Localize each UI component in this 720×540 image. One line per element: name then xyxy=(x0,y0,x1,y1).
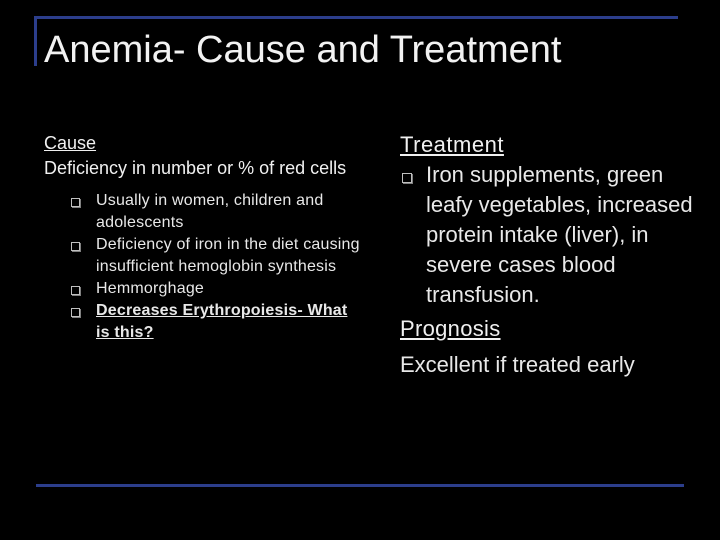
list-item xyxy=(44,300,364,344)
bottom-rule xyxy=(36,484,684,487)
treatment-item-text: Iron supplements, green leafy vegetables, increased protein intake (liver), in severe cases blood transfusion. xyxy=(426,162,693,307)
treatment-heading: Treatment xyxy=(400,132,504,157)
hollow-square-bullet-icon xyxy=(71,286,80,295)
hollow-square-bullet-icon xyxy=(71,242,80,251)
list-item xyxy=(44,234,364,278)
cause-definition: Deficiency in number or % of red cells xyxy=(44,158,347,178)
hollow-square-bullet-icon xyxy=(402,173,412,183)
list-item-text: Deficiency of iron in the diet causing insufficient hemoglobin synthesis xyxy=(96,236,360,275)
list-item xyxy=(44,278,364,300)
list-item-text-emphasized: Decreases Erythropoiesis- What is this? xyxy=(96,302,348,341)
treatment-item xyxy=(400,160,700,310)
prognosis-heading: Prognosis xyxy=(400,316,501,341)
cause-heading: Cause xyxy=(44,133,97,153)
prognosis-text: Excellent if treated early xyxy=(400,352,635,377)
list-item-text: Hemmorghage xyxy=(96,280,205,297)
slide-title: Anemia- Cause and Treatment xyxy=(44,29,562,71)
treatment-section xyxy=(400,130,700,380)
cause-list xyxy=(44,190,364,344)
cause-section xyxy=(44,132,364,344)
hollow-square-bullet-icon xyxy=(71,308,80,317)
list-item-text: Usually in women, children and adolescents xyxy=(96,192,324,231)
title-frame-left-rule xyxy=(34,16,37,66)
title-frame-top-rule xyxy=(34,16,678,19)
list-item xyxy=(44,190,364,234)
hollow-square-bullet-icon xyxy=(71,198,80,207)
